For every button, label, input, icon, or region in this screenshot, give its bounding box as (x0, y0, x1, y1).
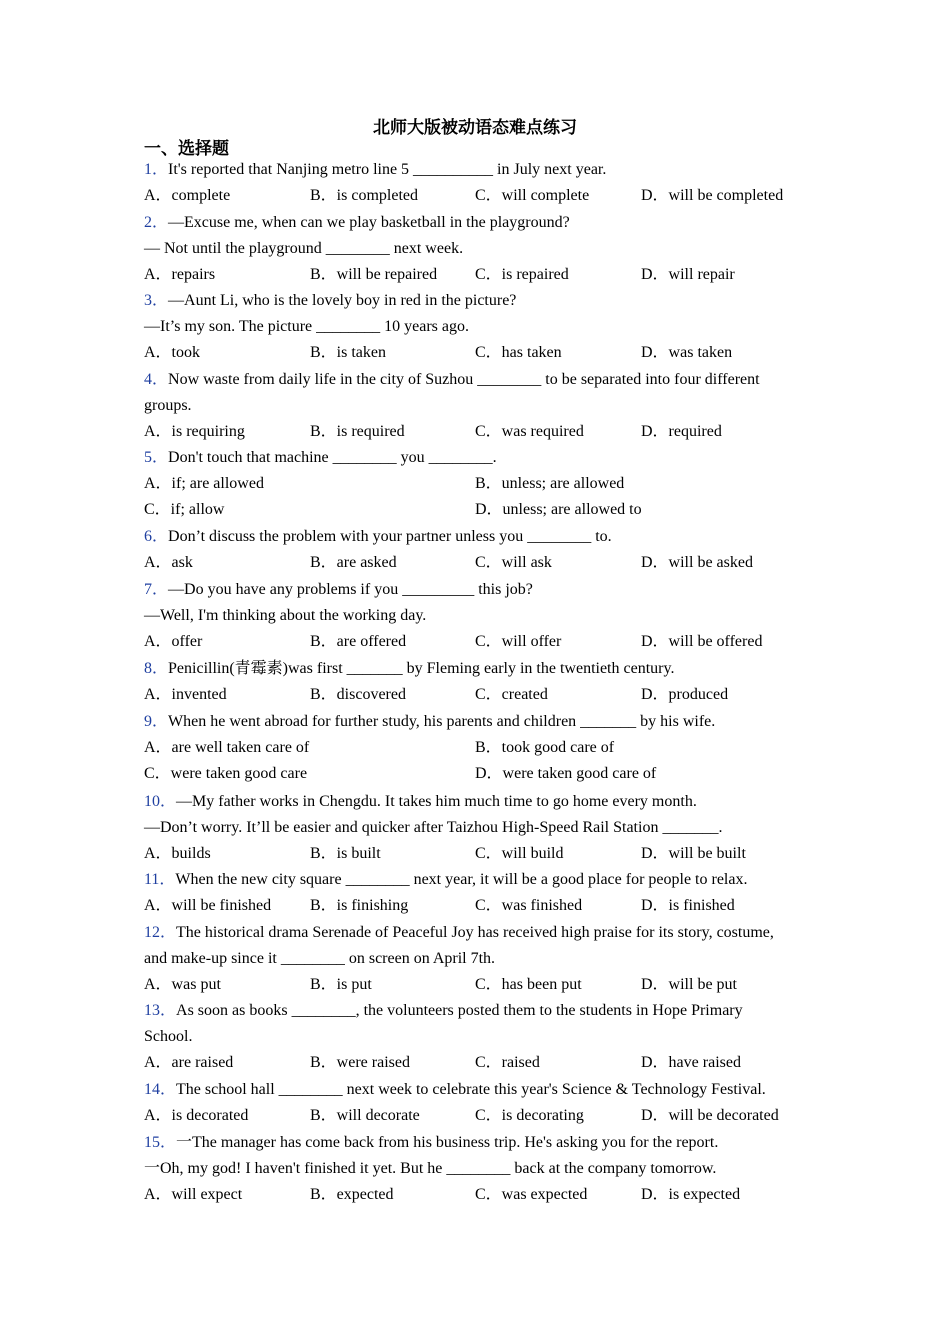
answer-option[interactable]: B．is required (310, 423, 405, 440)
answer-option[interactable]: B．is put (310, 976, 372, 993)
answer-option[interactable]: C．raised (475, 1054, 540, 1071)
question-text-line (144, 314, 814, 340)
question-text-line (144, 998, 814, 1024)
question-text-line (144, 577, 814, 603)
question-number: 5． (144, 449, 169, 466)
question-text: and make-up since it ________ on screen on April 7th. (144, 950, 496, 967)
answer-option[interactable]: A．builds (144, 845, 211, 862)
question-text-line (144, 815, 814, 841)
question-text: — Not until the playground ________ next week. (144, 240, 464, 257)
question-text-line (144, 524, 814, 550)
answer-option[interactable]: A．is requiring (144, 423, 245, 440)
question-text: groups. (144, 397, 192, 414)
question-text: —It’s my son. The picture ________ 10 years ago. (144, 318, 469, 335)
question-text-line (144, 603, 814, 629)
answer-option[interactable]: A．offer (144, 633, 203, 650)
answer-option[interactable]: A．invented (144, 686, 227, 703)
question-number: 9． (144, 713, 169, 730)
question-number: 10． (144, 793, 177, 810)
answer-option[interactable]: A．took (144, 344, 201, 361)
question-text: —Don’t worry. It’ll be easier and quicker after Taizhou High-Speed Rail Station _______. (144, 819, 723, 836)
answer-option[interactable]: B．is completed (310, 187, 418, 204)
option-row (144, 262, 814, 288)
answer-option[interactable]: B．are asked (310, 554, 397, 571)
question-text: —Do you have any problems if you _________ this job? (168, 581, 533, 598)
question-text-line (144, 656, 814, 682)
question-text: —Well, I'm thinking about the working day. (144, 607, 427, 624)
question-number: 12． (144, 924, 177, 941)
question-text: 一The manager has come back from his business trip. He's asking you for the report. (176, 1134, 719, 1151)
answer-option[interactable]: C．was expected (475, 1186, 588, 1203)
option-row (144, 1182, 814, 1208)
question-text: The school hall ________ next week to celebrate this year's Science & Technology Festival. (176, 1081, 766, 1098)
question-text-line (144, 445, 814, 471)
option-row (144, 497, 814, 523)
option-row (144, 471, 814, 497)
question-number: 13． (144, 1002, 177, 1019)
option-row (144, 1103, 814, 1129)
answer-option[interactable]: A．if; are allowed (144, 475, 264, 492)
question-text-line (144, 789, 814, 815)
option-row (144, 340, 814, 366)
question-number: 8． (144, 660, 169, 677)
answer-option[interactable]: C．were taken good care (144, 765, 308, 782)
question-text-line (144, 1077, 814, 1103)
answer-option[interactable]: C．will ask (475, 554, 552, 571)
answer-option[interactable]: A．is decorated (144, 1107, 249, 1124)
answer-option[interactable]: A．will be finished (144, 897, 272, 914)
option-row (144, 893, 814, 919)
answer-option[interactable]: D．is expected (641, 1186, 741, 1203)
answer-option[interactable]: B．will decorate (310, 1107, 420, 1124)
answer-option[interactable]: B．will be repaired (310, 266, 438, 283)
answer-option[interactable]: D．will be offered (641, 633, 763, 650)
answer-option[interactable]: C．will build (475, 845, 564, 862)
answer-option[interactable]: B．discovered (310, 686, 406, 703)
answer-option[interactable]: B．is finishing (310, 897, 409, 914)
question-text: School. (144, 1028, 193, 1045)
question-text-line (144, 1156, 814, 1182)
answer-option[interactable]: A．are raised (144, 1054, 234, 1071)
question-text: —Aunt Li, who is the lovely boy in red in the picture? (168, 292, 517, 309)
question-number: 14． (144, 1081, 177, 1098)
answer-option[interactable]: C．created (475, 686, 548, 703)
answer-option[interactable]: D．will be asked (641, 554, 753, 571)
answer-option[interactable]: D．will repair (641, 266, 735, 283)
question-text-line (144, 709, 814, 735)
answer-option[interactable]: B．expected (310, 1186, 394, 1203)
option-row (144, 972, 814, 998)
answer-option[interactable]: B．are offered (310, 633, 407, 650)
answer-option[interactable]: A．will expect (144, 1186, 243, 1203)
question-text: Penicillin(青霉素)was first _______ by Fleming early in the twentieth century. (168, 660, 675, 677)
answer-option[interactable]: B．were raised (310, 1054, 410, 1071)
answer-option[interactable]: C．has been put (475, 976, 582, 993)
answer-option[interactable]: A．was put (144, 976, 221, 993)
answer-option[interactable]: C．will offer (475, 633, 562, 650)
section-heading: 一、选择题 (144, 139, 229, 159)
question-text: When he went abroad for further study, his parents and children _______ by his wife. (168, 713, 716, 730)
answer-option[interactable]: B．took good care of (475, 739, 615, 756)
answer-option[interactable]: C．was required (475, 423, 584, 440)
option-row (144, 841, 814, 867)
page-title: 北师大版被动语态难点练习 (373, 118, 577, 138)
question-text: Now waste from daily life in the city of Suzhou ________ to be separated into four different (168, 371, 760, 388)
option-row (144, 550, 814, 576)
question-text: Don’t discuss the problem with your partner unless you ________ to. (168, 528, 612, 545)
question-text-line (144, 288, 814, 314)
question-number: 3． (144, 292, 169, 309)
question-text-line (144, 236, 814, 262)
answer-option[interactable]: C．has taken (475, 344, 562, 361)
answer-option[interactable]: D．were taken good care of (475, 765, 657, 782)
answer-option[interactable]: A．complete (144, 187, 231, 204)
answer-option[interactable]: D．is finished (641, 897, 735, 914)
answer-option[interactable]: D．have raised (641, 1054, 741, 1071)
answer-option[interactable]: B．is taken (310, 344, 386, 361)
answer-option[interactable]: D．will be decorated (641, 1107, 779, 1124)
answer-option[interactable]: D．will be put (641, 976, 737, 993)
answer-option[interactable]: D．unless; are allowed to (475, 501, 642, 518)
question-text-line (144, 210, 814, 236)
question-text: 一Oh, my god! I haven't finished it yet. But he ________ back at the company tomorrow. (144, 1160, 717, 1177)
question-text: When the new city square ________ next year, it will be a good place for people to relax. (175, 871, 748, 888)
question-number: 1． (144, 161, 169, 178)
answer-option[interactable]: B．is built (310, 845, 381, 862)
question-number: 2． (144, 214, 169, 231)
question-text: Don't touch that machine ________ you ________. (168, 449, 497, 466)
answer-option[interactable]: C．if; allow (144, 501, 225, 518)
option-row (144, 183, 814, 209)
question-text: The historical drama Serenade of Peaceful Joy has received high praise for its story, costume, (176, 924, 774, 941)
option-row (144, 761, 814, 787)
answer-option[interactable]: D．required (641, 423, 722, 440)
question-number: 11． (144, 871, 176, 888)
question-text: —My father works in Chengdu. It takes him much time to go home every month. (176, 793, 697, 810)
question-text-line (144, 1024, 814, 1050)
question-text-line (144, 1130, 814, 1156)
question-text: It's reported that Nanjing metro line 5 __________ in July next year. (168, 161, 607, 178)
answer-option[interactable]: C．was finished (475, 897, 583, 914)
question-number: 4． (144, 371, 169, 388)
question-number: 6． (144, 528, 169, 545)
answer-option[interactable]: D．will be built (641, 845, 746, 862)
answer-option[interactable]: C．is repaired (475, 266, 569, 283)
question-number: 7． (144, 581, 169, 598)
question-text-line (144, 393, 814, 419)
option-row (144, 1050, 814, 1076)
answer-option[interactable]: A．ask (144, 554, 193, 571)
answer-option[interactable]: A．repairs (144, 266, 216, 283)
answer-option[interactable]: D．produced (641, 686, 729, 703)
option-row (144, 682, 814, 708)
question-number: 15． (144, 1134, 177, 1151)
option-row (144, 629, 814, 655)
option-row (144, 735, 814, 761)
question-text-line (144, 920, 814, 946)
question-text: —Excuse me, when can we play basketball in the playground? (168, 214, 570, 231)
answer-option[interactable]: B．unless; are allowed (475, 475, 625, 492)
answer-option[interactable]: C．is decorating (475, 1107, 584, 1124)
question-text-line (144, 946, 814, 972)
answer-option[interactable]: C．will complete (475, 187, 590, 204)
question-text-line (144, 157, 814, 183)
answer-option[interactable]: D．will be completed (641, 187, 784, 204)
question-text: As soon as books ________, the volunteers posted them to the students in Hope Primary (176, 1002, 743, 1019)
option-row (144, 419, 814, 445)
question-text-line (144, 367, 814, 393)
answer-option[interactable]: D．was taken (641, 344, 733, 361)
question-text-line (144, 867, 814, 893)
answer-option[interactable]: A．are well taken care of (144, 739, 310, 756)
